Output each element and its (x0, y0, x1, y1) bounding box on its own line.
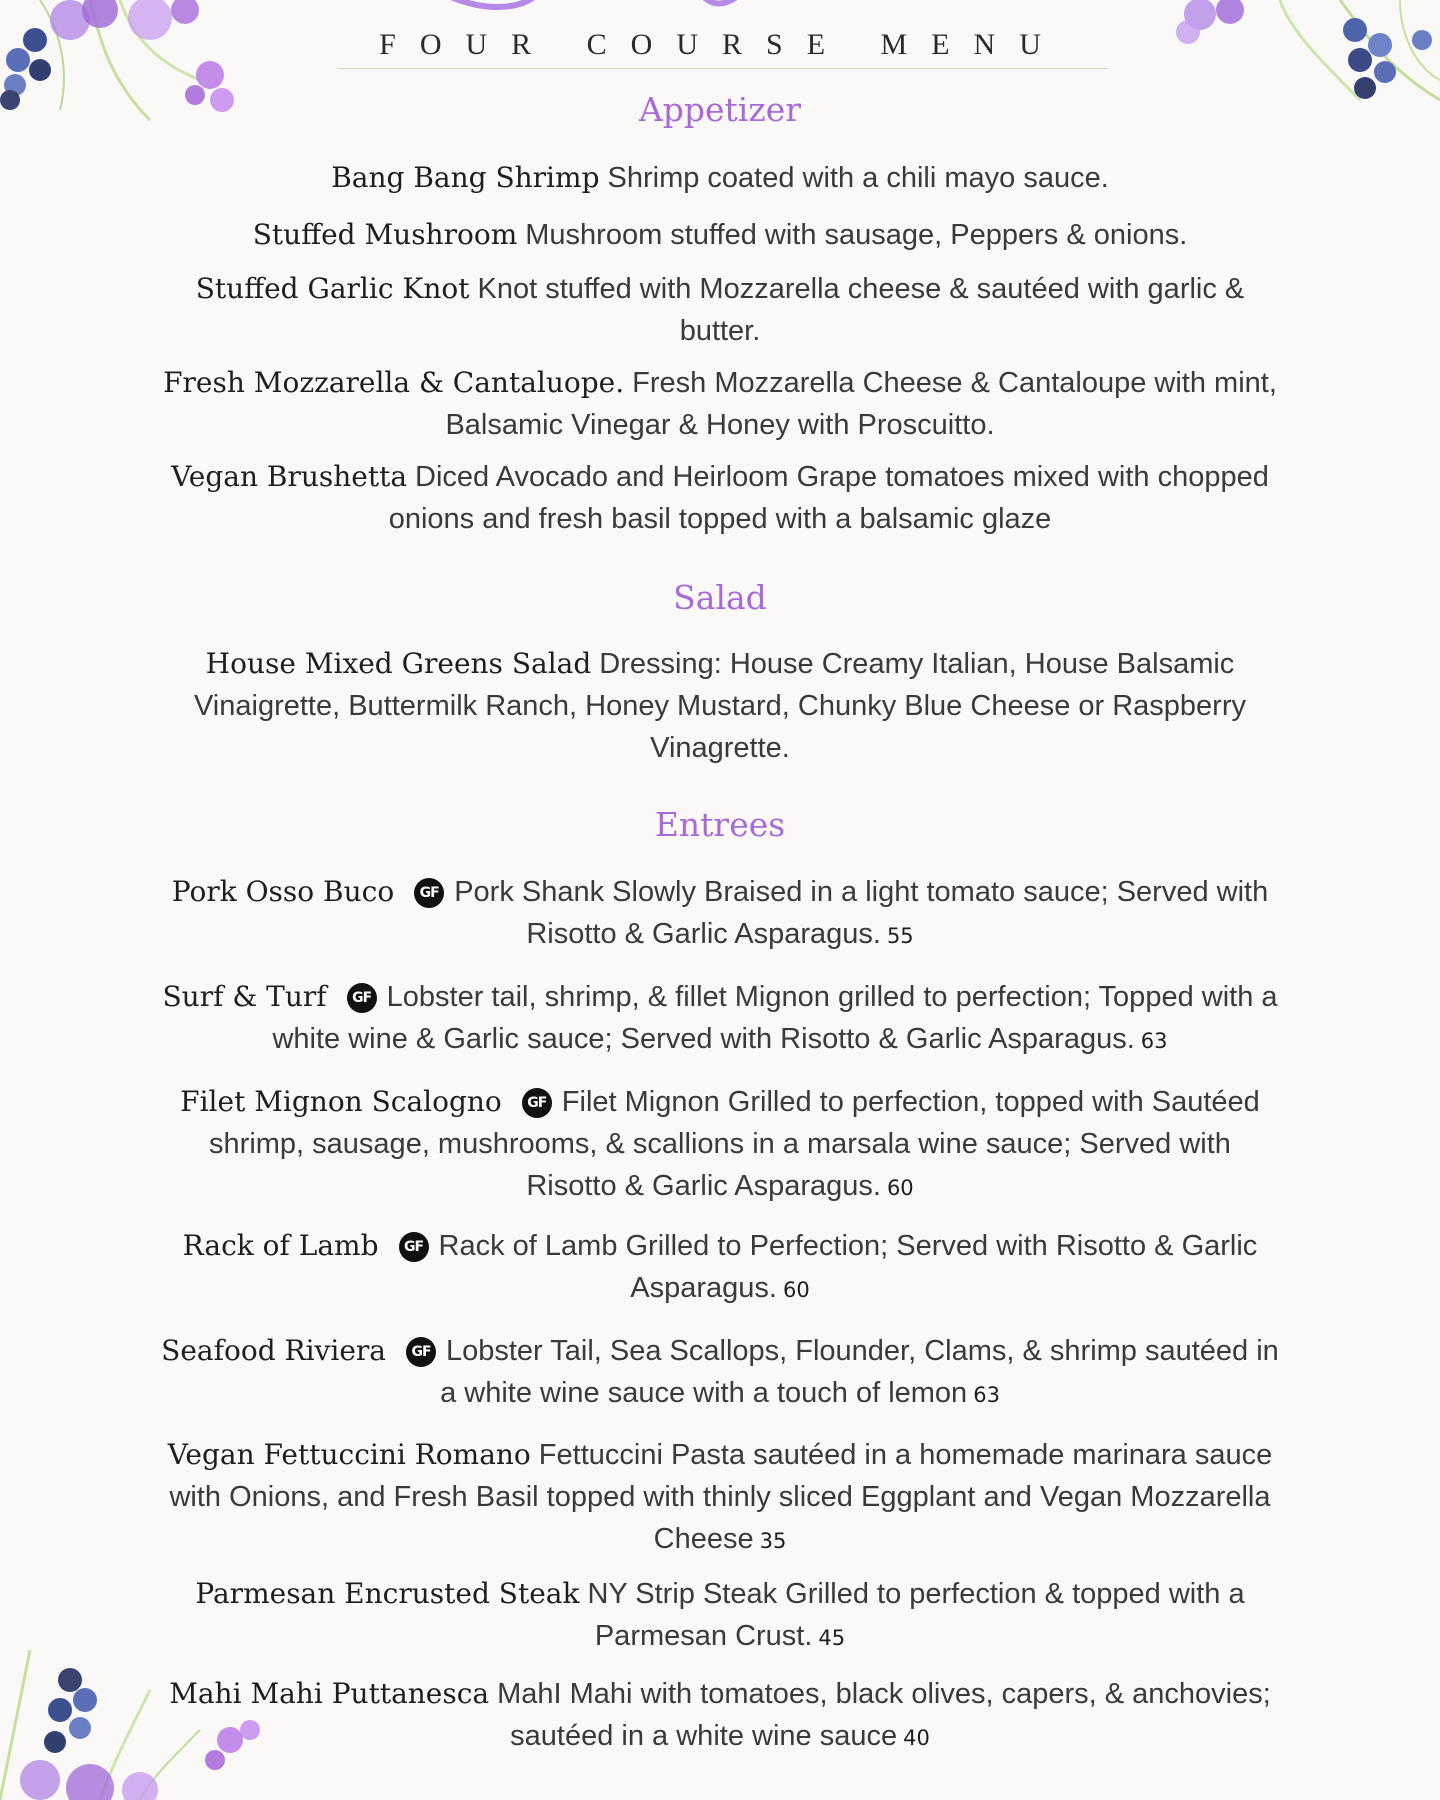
item-description: Dressing: House Creamy Italian, House Balsamic Vinaigrette, Buttermilk Ranch, Honey Mustard, Chunky Blue Cheese or Raspberry Vinagrette. (193, 648, 1246, 764)
section-title-salad: Salad (673, 578, 767, 617)
item-name: Mahi Mahi Puttanesca (169, 1677, 490, 1710)
header-divider (337, 68, 1107, 69)
item-name: Surf & Turf (162, 980, 327, 1013)
gluten-free-icon: GF (406, 1337, 436, 1367)
menu-item (160, 643, 1280, 769)
item-description: MahI Mahi with tomatoes, black olives, capers, & anchovies; sautéed in a white wine sauce (497, 1678, 1271, 1752)
item-name: Vegan Fettuccini Romano (167, 1438, 531, 1471)
item-name: Parmesan Encrusted Steak (195, 1577, 580, 1610)
item-name: Rack of Lamb (182, 1229, 379, 1262)
item-description: Rack of Lamb Grilled to Perfection; Served with Risotto & Garlic Asparagus. (438, 1230, 1258, 1304)
menu-item (160, 1573, 1280, 1659)
item-name: Bang Bang Shrimp (331, 161, 600, 194)
item-name: Pork Osso Buco (171, 875, 395, 908)
menu-item (160, 871, 1280, 957)
item-price: 60 (886, 1176, 914, 1200)
menu-item (160, 1225, 1280, 1311)
item-name: Vegan Brushetta (171, 460, 408, 493)
item-description: Shrimp coated with a chili mayo sauce. (607, 162, 1109, 194)
item-price: 35 (759, 1529, 787, 1553)
section-title-appetizer: Appetizer (638, 90, 802, 129)
menu-item (160, 1673, 1280, 1759)
menu-item (160, 456, 1280, 540)
item-description: NY Strip Steak Grilled to perfection & topped with a Parmesan Crust. (587, 1578, 1245, 1652)
item-description: Lobster Tail, Sea Scallops, Flounder, Clams, & shrimp sautéed in a white wine sauce with a touch of lemon (440, 1335, 1279, 1409)
item-price: 45 (818, 1626, 846, 1650)
item-description: Diced Avocado and Heirloom Grape tomatoes mixed with chopped onions and fresh basil topped with a balsamic glaze (388, 461, 1269, 535)
gluten-free-icon: GF (347, 983, 377, 1013)
item-name: Fresh Mozzarella & Cantaluope. (163, 366, 625, 399)
menu-title: FOUR COURSE MENU (379, 28, 1065, 61)
menu-item (160, 157, 1280, 199)
item-description: Lobster tail, shrimp, & fillet Mignon grilled to perfection; Topped with a white wine & Garlic sauce; Served with Risotto & Garlic Asparagus. (272, 981, 1278, 1055)
item-price: 55 (886, 924, 914, 948)
menu-item (160, 362, 1280, 446)
item-description: Fresh Mozzarella Cheese & Cantaloupe with mint, Balsamic Vinegar & Honey with Proscuitto. (445, 367, 1277, 441)
title-swirl-ornament (440, 0, 760, 17)
section-title-entrees: Entrees (654, 805, 786, 844)
item-description: Mushroom stuffed with sausage, Peppers & onions. (525, 219, 1188, 251)
menu-item (160, 268, 1280, 352)
item-name: Stuffed Garlic Knot (195, 272, 470, 305)
item-name: Stuffed Mushroom (252, 218, 518, 251)
item-name: House Mixed Greens Salad (205, 647, 592, 680)
menu-header (292, 24, 1152, 69)
item-name: Seafood Riviera (161, 1334, 386, 1367)
menu-item (160, 976, 1280, 1062)
gluten-free-icon: GF (522, 1088, 552, 1118)
gluten-free-icon: GF (399, 1232, 429, 1262)
menu-item (160, 214, 1280, 256)
item-description: Filet Mignon Grilled to perfection, topped with Sautéed shrimp, sausage, mushrooms, & scallions in a marsala wine sauce; Served with Risotto & Garlic Asparagus. (209, 1086, 1260, 1202)
item-description: Pork Shank Slowly Braised in a light tomato sauce; Served with Risotto & Garlic Asparagus. (454, 876, 1269, 950)
menu-item (160, 1330, 1280, 1416)
item-description: Knot stuffed with Mozzarella cheese & sautéed with garlic & butter. (477, 273, 1245, 347)
item-price: 40 (903, 1726, 930, 1750)
item-name: Filet Mignon Scalogno (180, 1085, 502, 1118)
item-description: Fettuccini Pasta sautéed in a homemade marinara sauce with Onions, and Fresh Basil topped with thinly sliced Eggplant and Vegan Mozzarella Cheese (169, 1439, 1273, 1555)
gluten-free-icon: GF (414, 878, 444, 908)
item-price: 60 (782, 1278, 810, 1302)
item-price: 63 (973, 1383, 1000, 1407)
menu-item (160, 1081, 1280, 1209)
menu-item (160, 1434, 1280, 1562)
item-price: 63 (1140, 1029, 1168, 1053)
